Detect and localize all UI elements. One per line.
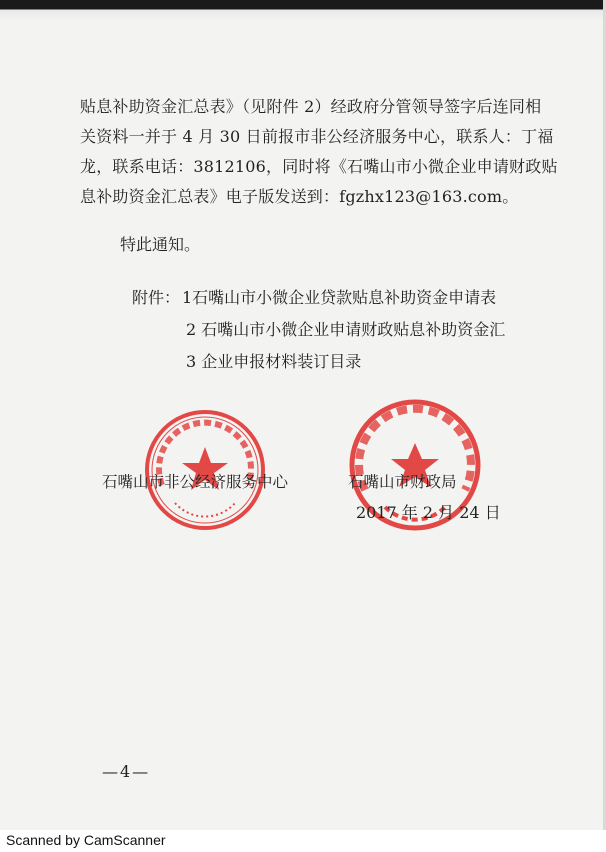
notice-text: 特此通知。 — [120, 235, 201, 254]
signature-date: 2017 年 2 月 24 日 — [356, 503, 501, 522]
left-organization-name: 石嘴山市非公经济服务中心 — [102, 473, 289, 491]
body-line: 息补助资金汇总表》电子版发送到：fgzhx123@163.com。 — [80, 187, 519, 206]
attachments-label: 附件： — [132, 288, 181, 307]
right-organization-name: 石嘴山市财政局 — [348, 473, 457, 491]
scan-top-edge — [0, 0, 606, 20]
attachment-item: 1石嘴山市小微企业贷款贴息补助资金申请表 — [182, 288, 497, 307]
body-line: 关资料一并于 4 月 30 日前报市非公经济服务中心，联系人：丁福 — [80, 127, 554, 146]
body-paragraph — [80, 92, 558, 212]
attachment-item: 3 企业申报材料装订目录 — [186, 352, 362, 371]
body-line: 贴息补助资金汇总表》（见附件 2）经政府分管领导签字后连同相 — [80, 97, 542, 116]
page-number: —4— — [102, 762, 151, 781]
scanner-watermark-text: Scanned by CamScanner — [6, 832, 166, 848]
body-line: 龙，联系电话：3812106，同时将《石嘴山市小微企业申请财政贴 — [80, 157, 558, 176]
scanner-footer — [0, 830, 606, 852]
attachment-item: 2 石嘴山市小微企业申请财政贴息补助资金汇 — [186, 320, 506, 339]
